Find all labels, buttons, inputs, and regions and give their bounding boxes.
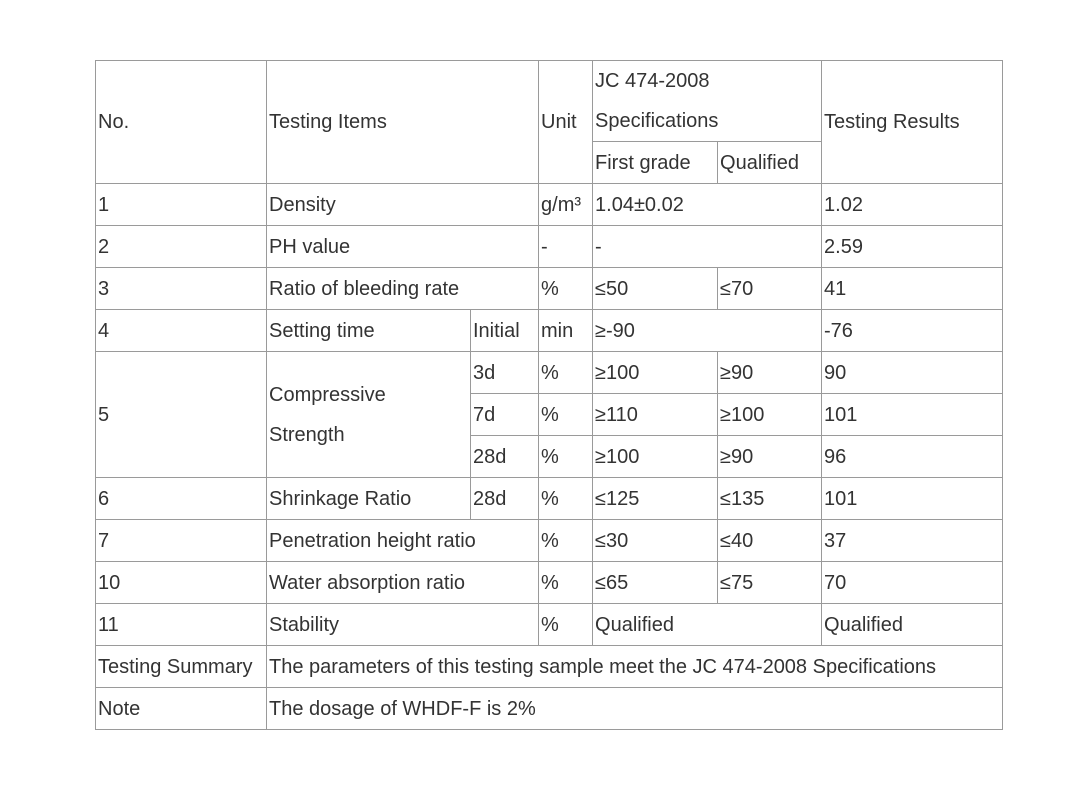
header-qualified: Qualified	[718, 142, 822, 184]
row-item: Stability	[267, 604, 539, 646]
summary-row	[96, 646, 1003, 688]
row-result: 101	[822, 394, 1003, 436]
row-no: 3	[96, 268, 267, 310]
table-row	[96, 184, 1003, 226]
test-results-table	[95, 60, 1003, 730]
row-unit: g/m³	[539, 184, 593, 226]
row-first-grade: ≤65	[593, 562, 718, 604]
row-result: 101	[822, 478, 1003, 520]
table-row	[96, 268, 1003, 310]
row-result: 41	[822, 268, 1003, 310]
row-subitem: 28d	[471, 436, 539, 478]
spec-standard: JC 474-2008	[595, 70, 710, 92]
table-row	[96, 520, 1003, 562]
row-result: 2.59	[822, 226, 1003, 268]
row-no: 7	[96, 520, 267, 562]
row-spec: -	[593, 226, 822, 268]
row-subitem: Initial	[471, 310, 539, 352]
row-unit: min	[539, 310, 593, 352]
header-first-grade: First grade	[593, 142, 718, 184]
header-testing-results: Testing Results	[822, 61, 1003, 184]
row-qualified: ≤70	[718, 268, 822, 310]
row-first-grade: ≥100	[593, 352, 718, 394]
row-item: Density	[267, 184, 539, 226]
row-item: PH value	[267, 226, 539, 268]
table-row	[96, 604, 1003, 646]
row-first-grade: ≤50	[593, 268, 718, 310]
row-no: 1	[96, 184, 267, 226]
row-item: Water absorption ratio	[267, 562, 539, 604]
table-row	[96, 562, 1003, 604]
row-item-line1: Compressive	[269, 383, 386, 406]
row-subitem: 7d	[471, 394, 539, 436]
row-spec: Qualified	[593, 604, 822, 646]
row-spec: 1.04±0.02	[593, 184, 822, 226]
spec-label: Specifications	[595, 110, 719, 132]
row-no: 6	[96, 478, 267, 520]
summary-label: Testing Summary	[96, 646, 267, 688]
note-label: Note	[96, 688, 267, 730]
row-first-grade: ≥100	[593, 436, 718, 478]
row-qualified: ≤75	[718, 562, 822, 604]
row-unit: -	[539, 226, 593, 268]
row-no: 2	[96, 226, 267, 268]
row-unit: %	[539, 268, 593, 310]
table-row	[96, 478, 1003, 520]
row-unit: %	[539, 604, 593, 646]
row-item	[267, 352, 471, 478]
row-result: 1.02	[822, 184, 1003, 226]
row-unit: %	[539, 520, 593, 562]
table-row	[96, 226, 1003, 268]
row-result: Qualified	[822, 604, 1003, 646]
row-result: 96	[822, 436, 1003, 478]
row-qualified: ≤40	[718, 520, 822, 562]
header-specifications	[593, 61, 822, 142]
row-unit: %	[539, 436, 593, 478]
row-item: Ratio of bleeding rate	[267, 268, 539, 310]
summary-text: The parameters of this testing sample meet the JC 474-2008 Specifications	[267, 646, 1003, 688]
row-item: Penetration height ratio	[267, 520, 539, 562]
row-no: 10	[96, 562, 267, 604]
row-qualified: ≤135	[718, 478, 822, 520]
row-first-grade: ≥110	[593, 394, 718, 436]
note-row	[96, 688, 1003, 730]
row-spec: ≥-90	[593, 310, 822, 352]
row-subitem: 3d	[471, 352, 539, 394]
row-unit: %	[539, 562, 593, 604]
header-no: No.	[96, 61, 267, 184]
row-no: 5	[96, 352, 267, 478]
row-result: 37	[822, 520, 1003, 562]
row-no: 4	[96, 310, 267, 352]
row-result: 90	[822, 352, 1003, 394]
row-qualified: ≥100	[718, 394, 822, 436]
row-qualified: ≥90	[718, 436, 822, 478]
row-item: Setting time	[267, 310, 471, 352]
header-unit: Unit	[539, 61, 593, 184]
row-first-grade: ≤30	[593, 520, 718, 562]
row-unit: %	[539, 352, 593, 394]
row-result: -76	[822, 310, 1003, 352]
row-unit: %	[539, 394, 593, 436]
row-unit: %	[539, 478, 593, 520]
note-text: The dosage of WHDF-F is 2%	[267, 688, 1003, 730]
row-qualified: ≥90	[718, 352, 822, 394]
row-first-grade: ≤125	[593, 478, 718, 520]
row-item-line2: Strength	[269, 423, 345, 446]
table-row	[96, 352, 1003, 394]
row-subitem: 28d	[471, 478, 539, 520]
row-item: Shrinkage Ratio	[267, 478, 471, 520]
header-testing-items: Testing Items	[267, 61, 539, 184]
row-result: 70	[822, 562, 1003, 604]
table-row	[96, 310, 1003, 352]
row-no: 11	[96, 604, 267, 646]
